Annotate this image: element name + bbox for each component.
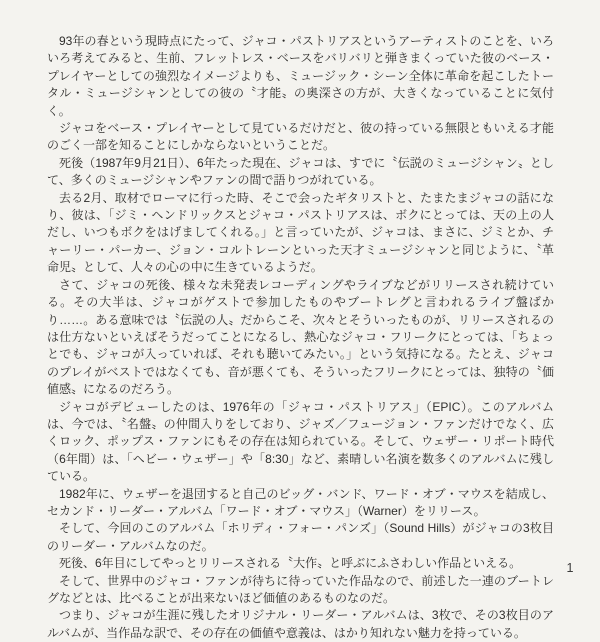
paragraph: 死後、6年目にしてやっとリリースされる〝大作〟と呼ぶにふさわしい作品といえる。 xyxy=(59,556,522,571)
paragraph: 1982年に、ウェザーを退団すると自己のビッグ・バンド、ワード・オブ・マウスを結成し、セカンド・リーダー・アルバム「ワード・オブ・マウス」（Warner）をリリース。 xyxy=(47,486,554,518)
paragraph: ジャコをベース・プレイヤーとして見ているだけだと、彼の持っている無限ともいえる才能のごく一部を知ることにしかならないということだ。 xyxy=(47,121,554,153)
paragraph: ジャコがデビューしたのは、1976年の「ジャコ・パストリアス」（EPIC）。このアルバムは、今では、〝名盤〟の仲間入りをしており、ジャズ／フュージョン・ファンだけでなく、広くロック、ポップス・ファンにもその存在は知られている。そして、ウェザー・リポート時代（6年間）は、「ヘビー・ウェザー」や「8:30」など、素晴しい名演を数多くのアルバムに残している。 xyxy=(47,399,554,484)
paragraph: そして、世界中のジャコ・ファンが待ちに待っていた作品なので、前述した一連のブートレグなどとは、比べることが出来ないほど価値のあるものなのだ。 xyxy=(47,573,554,605)
page-number: 1 xyxy=(566,561,574,575)
paragraph: 去る2月、取材でローマに行った時、そこで会ったギタリストと、たまたまジャコの話になり、彼は、「ジミ・ヘンドリックスとジャコ・パストリアスは、ボクにとっては、天の上の人だし、いつもボクをはげましてくれる。」と言っていたが、ジャコは、まさに、ジミとか、チャーリー・パーカー、ジョン・コルトレーンといった天才ミュージシャンと同じように、〝革命児〟として、人々の心の中に生きているようだ。 xyxy=(47,190,554,275)
paragraph: そして、今回のこのアルバム「ホリディ・フォー・パンズ」（Sound Hills）がジャコの3枚目のリーダー・アルバムなのだ。 xyxy=(47,521,554,553)
paragraph: 死後（1987年9月21日）、6年たった現在、ジャコは、すでに〝伝説のミュージシャン〟として、多くのミュージシャンやファンの間で語りつがれている。 xyxy=(47,155,554,188)
paragraph: 93年の春という現時点にたって、ジャコ・パストリアスというアーティストのことを、いろいろ考えてみると、生前、フレットレス・ベースをバリバリと弾きまくっていた彼のベース・プレイヤーとしての強烈なイメージよりも、ミュージック・シーン全体に革命を起こしたトータル・ミュージシャンとしての彼の〝才能〟の奥深さの方が、大きくなっていることに気付く。 xyxy=(47,34,554,118)
paragraph: つまり、ジャコが生涯に残したオリジナル・リーダー・アルバムは、3枚で、その3枚目のアルバムが、当作品な訳で、その存在の価値や意義は、はかり知れない魅力を持っている。 xyxy=(47,608,554,640)
paragraph: さて、ジャコの死後、様々な未発表レコーディングやライブなどがリリースされ続けている。その大半は、ジャコがゲストで参加したものやブートレグと言われるライブ盤ばかり……。ある意味では〝伝説の人〟だからこそ、次々とそういったものが、リリースされるのは仕方ないといえばそうだってことになるし、熱心なジャコ・フリークにとっては、「ちょっとでも、ジャコが入っていれば、それも聴いてみたい。」という気持になる。たとえ、ジャコのプレイがベストではなくても、音が悪くても、そういったフリークにとっては、独特の〝価値感〟になるのだろう。 xyxy=(47,277,554,397)
liner-notes-text xyxy=(47,33,554,642)
